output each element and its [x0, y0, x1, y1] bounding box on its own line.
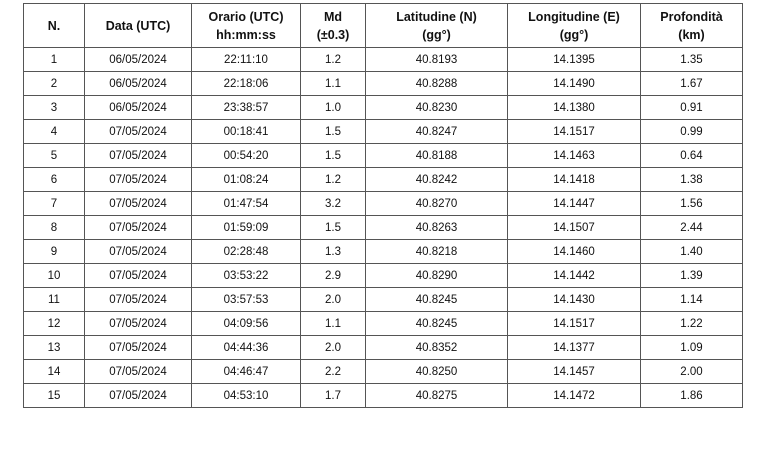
cell-latitude: 40.8263: [366, 216, 508, 240]
cell-time: 01:59:09: [192, 216, 301, 240]
cell-latitude: 40.8270: [366, 192, 508, 216]
cell-number: 7: [24, 192, 85, 216]
cell-time: 04:09:56: [192, 312, 301, 336]
cell-latitude: 40.8218: [366, 240, 508, 264]
cell-number: 11: [24, 288, 85, 312]
cell-magnitude: 2.0: [301, 288, 366, 312]
cell-magnitude: 1.1: [301, 72, 366, 96]
cell-magnitude: 1.2: [301, 168, 366, 192]
cell-magnitude: 1.1: [301, 312, 366, 336]
cell-longitude: 14.1447: [508, 192, 641, 216]
cell-number: 3: [24, 96, 85, 120]
cell-date: 07/05/2024: [85, 240, 192, 264]
header-row: [24, 4, 743, 48]
table-row: [24, 360, 743, 384]
cell-latitude: 40.8288: [366, 72, 508, 96]
cell-longitude: 14.1507: [508, 216, 641, 240]
header-longitude-label: Longitudine (E): [528, 9, 620, 24]
cell-longitude: 14.1517: [508, 120, 641, 144]
header-depth: [641, 4, 743, 48]
cell-longitude: 14.1418: [508, 168, 641, 192]
cell-date: 07/05/2024: [85, 384, 192, 408]
cell-depth: 1.38: [641, 168, 743, 192]
cell-longitude: 14.1457: [508, 360, 641, 384]
cell-latitude: 40.8188: [366, 144, 508, 168]
table-row: [24, 384, 743, 408]
header-time-unit: hh:mm:ss: [216, 27, 276, 42]
cell-magnitude: 1.0: [301, 96, 366, 120]
cell-number: 10: [24, 264, 85, 288]
cell-time: 02:28:48: [192, 240, 301, 264]
cell-date: 07/05/2024: [85, 360, 192, 384]
table-row: [24, 288, 743, 312]
cell-longitude: 14.1460: [508, 240, 641, 264]
table-row: [24, 72, 743, 96]
cell-time: 01:08:24: [192, 168, 301, 192]
table-row: [24, 168, 743, 192]
cell-number: 4: [24, 120, 85, 144]
cell-latitude: 40.8352: [366, 336, 508, 360]
cell-longitude: 14.1395: [508, 48, 641, 72]
cell-depth: 1.39: [641, 264, 743, 288]
cell-time: 23:38:57: [192, 96, 301, 120]
table-row: [24, 240, 743, 264]
cell-time: 04:44:36: [192, 336, 301, 360]
table-row: [24, 264, 743, 288]
earthquake-table: [23, 3, 743, 408]
cell-latitude: 40.8245: [366, 312, 508, 336]
cell-longitude: 14.1472: [508, 384, 641, 408]
cell-depth: 1.40: [641, 240, 743, 264]
cell-latitude: 40.8250: [366, 360, 508, 384]
cell-depth: 0.64: [641, 144, 743, 168]
cell-date: 07/05/2024: [85, 120, 192, 144]
cell-number: 13: [24, 336, 85, 360]
cell-time: 22:18:06: [192, 72, 301, 96]
header-date: [85, 4, 192, 48]
table-row: [24, 48, 743, 72]
cell-depth: 1.35: [641, 48, 743, 72]
cell-time: 03:57:53: [192, 288, 301, 312]
header-depth-label: Profondità: [660, 9, 723, 24]
header-number: [24, 4, 85, 48]
cell-latitude: 40.8245: [366, 288, 508, 312]
table-header: [24, 4, 743, 48]
header-longitude-unit: (gg°): [559, 27, 589, 42]
cell-time: 04:53:10: [192, 384, 301, 408]
cell-number: 9: [24, 240, 85, 264]
cell-magnitude: 1.5: [301, 144, 366, 168]
cell-time: 03:53:22: [192, 264, 301, 288]
header-magnitude-unit: (±0.3): [316, 27, 350, 42]
cell-date: 07/05/2024: [85, 264, 192, 288]
cell-longitude: 14.1517: [508, 312, 641, 336]
header-latitude-label: Latitudine (N): [396, 9, 477, 24]
header-magnitude-label: Md: [323, 9, 343, 24]
cell-magnitude: 1.2: [301, 48, 366, 72]
cell-depth: 1.22: [641, 312, 743, 336]
cell-longitude: 14.1430: [508, 288, 641, 312]
cell-date: 07/05/2024: [85, 168, 192, 192]
header-time-label: Orario (UTC): [208, 9, 284, 24]
cell-number: 15: [24, 384, 85, 408]
cell-latitude: 40.8275: [366, 384, 508, 408]
cell-date: 07/05/2024: [85, 336, 192, 360]
header-date-label: Data (UTC): [105, 18, 171, 33]
cell-latitude: 40.8290: [366, 264, 508, 288]
cell-date: 06/05/2024: [85, 48, 192, 72]
cell-number: 2: [24, 72, 85, 96]
cell-depth: 2.44: [641, 216, 743, 240]
cell-time: 00:54:20: [192, 144, 301, 168]
header-longitude: [508, 4, 641, 48]
cell-longitude: 14.1490: [508, 72, 641, 96]
cell-magnitude: 3.2: [301, 192, 366, 216]
cell-longitude: 14.1463: [508, 144, 641, 168]
cell-magnitude: 1.7: [301, 384, 366, 408]
cell-longitude: 14.1442: [508, 264, 641, 288]
cell-number: 5: [24, 144, 85, 168]
header-magnitude: [301, 4, 366, 48]
header-latitude-unit: (gg°): [422, 27, 451, 42]
cell-number: 8: [24, 216, 85, 240]
cell-date: 07/05/2024: [85, 216, 192, 240]
header-number-label: N.: [47, 18, 61, 33]
cell-date: 07/05/2024: [85, 312, 192, 336]
cell-magnitude: 1.5: [301, 120, 366, 144]
cell-latitude: 40.8247: [366, 120, 508, 144]
cell-depth: 2.00: [641, 360, 743, 384]
cell-magnitude: 1.3: [301, 240, 366, 264]
table-row: [24, 216, 743, 240]
table-row: [24, 96, 743, 120]
cell-number: 6: [24, 168, 85, 192]
cell-time: 00:18:41: [192, 120, 301, 144]
cell-depth: 1.67: [641, 72, 743, 96]
header-depth-unit: (km): [678, 27, 705, 42]
cell-depth: 1.09: [641, 336, 743, 360]
table-row: [24, 144, 743, 168]
cell-depth: 0.91: [641, 96, 743, 120]
cell-latitude: 40.8230: [366, 96, 508, 120]
header-time: [192, 4, 301, 48]
cell-number: 14: [24, 360, 85, 384]
cell-date: 07/05/2024: [85, 144, 192, 168]
cell-magnitude: 2.0: [301, 336, 366, 360]
header-latitude: [366, 4, 508, 48]
cell-depth: 1.14: [641, 288, 743, 312]
cell-longitude: 14.1377: [508, 336, 641, 360]
cell-depth: 0.99: [641, 120, 743, 144]
cell-longitude: 14.1380: [508, 96, 641, 120]
table-row: [24, 192, 743, 216]
cell-number: 12: [24, 312, 85, 336]
cell-date: 07/05/2024: [85, 192, 192, 216]
cell-magnitude: 2.9: [301, 264, 366, 288]
cell-depth: 1.56: [641, 192, 743, 216]
cell-latitude: 40.8242: [366, 168, 508, 192]
table-row: [24, 120, 743, 144]
cell-magnitude: 2.2: [301, 360, 366, 384]
cell-number: 1: [24, 48, 85, 72]
table-row: [24, 312, 743, 336]
cell-time: 01:47:54: [192, 192, 301, 216]
cell-date: 06/05/2024: [85, 72, 192, 96]
cell-time: 22:11:10: [192, 48, 301, 72]
cell-time: 04:46:47: [192, 360, 301, 384]
cell-magnitude: 1.5: [301, 216, 366, 240]
table-row: [24, 336, 743, 360]
cell-date: 07/05/2024: [85, 288, 192, 312]
table-body: [24, 48, 743, 408]
cell-date: 06/05/2024: [85, 96, 192, 120]
cell-depth: 1.86: [641, 384, 743, 408]
cell-latitude: 40.8193: [366, 48, 508, 72]
